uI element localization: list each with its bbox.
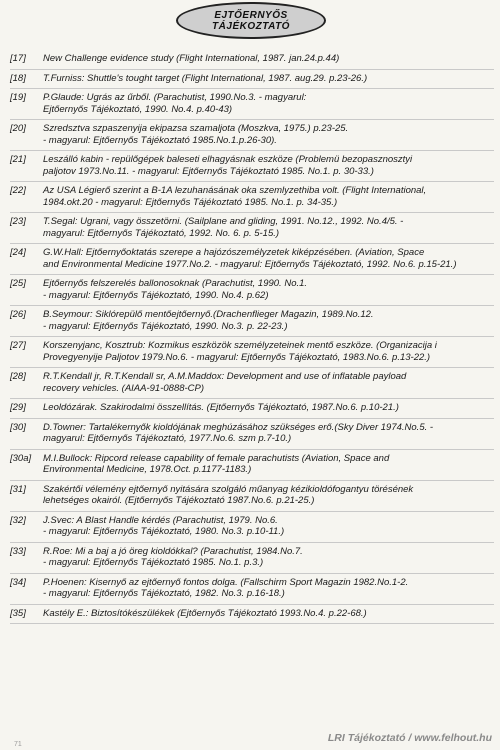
reference-item <box>10 151 494 182</box>
reference-item <box>10 543 494 574</box>
reference-item <box>10 70 494 90</box>
reference-text <box>43 453 389 476</box>
reference-line: T.Segal: Ugrani, vagy összetörni. (Sailplane and gliding, 1991. No.12., 1992. No.4/5. - <box>43 216 404 227</box>
reference-number: [26] <box>10 309 26 320</box>
reference-line: Environmental Medicine, 1978.Oct. p.1177-1183.) <box>43 464 252 475</box>
reference-number: [22] <box>10 185 26 196</box>
reference-item <box>10 512 494 543</box>
reference-text <box>43 216 403 239</box>
reference-text <box>43 123 348 146</box>
reference-item <box>10 368 494 399</box>
reference-text <box>43 422 433 445</box>
reference-number: [35] <box>10 607 26 619</box>
reference-line: paljotov 1973.No.11. - magyarul: Ejtőernyős Tájékoztató 1985. No.1. p. 30-33.) <box>43 165 374 177</box>
reference-line: G.W.Hall: Ejtőernyőoktatás szerepe a hajózószemélyzetek kiképzésében. (Aviation, Space <box>43 247 425 258</box>
reference-item <box>10 306 494 337</box>
reference-item <box>10 450 494 481</box>
reference-text <box>43 309 374 332</box>
reference-line: magyarul: Ejtőernyős Tájékoztató, 1992. No. 6. p. 5-15.) <box>43 227 280 239</box>
reference-number: [30] <box>10 421 26 433</box>
reference-number: [31] <box>10 483 26 495</box>
reference-text <box>43 247 456 270</box>
reference-line: - magyarul: Ejtőernyős Tájékoztató, 1982. No.3. p.16-18.) <box>43 588 285 599</box>
reference-item <box>10 481 494 512</box>
reference-line: Ejtőernyős felszerelés ballonosoknak (Parachutist, 1990. No.1. <box>43 278 308 289</box>
header-badge <box>176 2 326 39</box>
reference-number: [34] <box>10 576 26 588</box>
reference-line: R.Roe: Mi a baj a jó öreg kioldókkal? (Parachutist, 1984.No.7. <box>43 545 303 557</box>
reference-line: - magyarul: Ejtőernyős Tájékoztató, 1990. No.4. p.62) <box>43 289 269 301</box>
reference-line: B.Seymour: Siklórepülő mentőejtőernyő.(Drachenflieger Magazin, 1989.No.12. <box>43 309 374 320</box>
reference-line: Szredsztva szpaszenyija ekipazsa szamaljota (Moszkva, 1975.) p.23-25. <box>43 123 349 134</box>
reference-text <box>43 154 412 177</box>
reference-line: 1984.okt.20 - magyarul: Ejtőernyős Tájékoztató 1985. No.1. p. 34-35.) <box>43 196 338 208</box>
reference-line: - magyarul: Ejtőernyős Tájékoztató, 1990. No.3. p. 22-23.) <box>43 320 288 332</box>
reference-text <box>43 577 408 600</box>
reference-text <box>43 546 303 569</box>
reference-number: [30a] <box>10 452 32 464</box>
reference-line: R.T.Kendall jr, R.T.Kendall sr, A.M.Maddox: Development and use of inflatable payload <box>43 371 407 382</box>
header-line-2: TÁJÉKOZTATÓ <box>212 20 290 32</box>
reference-number: [29] <box>10 402 26 413</box>
reference-line: - magyarul: Ejtőernyős Tájékoztató, 1980. No.3. p.10-11.) <box>43 526 285 537</box>
footer-source: LRI Tájékoztató / www.felhout.hu <box>327 732 492 744</box>
reference-item <box>10 399 494 419</box>
reference-line: Leoldózárak. Szakirodalmi összellítás. (Ejtőernyős Tájékoztató, 1987.No.6. p.10-21.) <box>43 402 399 413</box>
reference-item <box>10 419 494 450</box>
header-line-1: EJTŐERNYŐS <box>214 9 288 21</box>
reference-line: P.Glaude: Ugrás az űrből. (Parachutist, 1990.No.3. - magyarul: <box>43 92 307 103</box>
reference-number: [25] <box>10 278 26 289</box>
reference-line: - magyarul: Ejtőernyős Tájékoztató 1985. No.1. p.3.) <box>43 557 264 568</box>
reference-line: P.Hoenen: Kisernyő az ejtőernyő fontos dolga. (Fallschirm Sport Magazin 1982.No.1-2. <box>43 576 409 588</box>
reference-number: [17] <box>10 53 26 64</box>
reference-item <box>10 120 494 151</box>
reference-number: [28] <box>10 371 26 382</box>
reference-line: Szakértői vélemény ejtőernyő nyitására szolgáló műanyag kézikioldófogantyu törésének <box>43 483 414 495</box>
reference-text <box>43 73 367 85</box>
reference-text <box>43 185 426 208</box>
reference-text <box>43 92 306 115</box>
reference-number: [19] <box>10 92 26 103</box>
reference-text <box>43 371 406 394</box>
reference-line: New Challenge evidence study (Flight International, 1987. jan.24.p.44) <box>43 53 340 64</box>
reference-text <box>43 340 437 363</box>
reference-list <box>10 50 494 624</box>
reference-number: [18] <box>10 72 26 84</box>
reference-item <box>10 213 494 244</box>
reference-text <box>43 608 367 620</box>
reference-text <box>43 484 413 507</box>
reference-line: - magyarul: Ejtőernyős Tájékoztató 1985.No.1.p.26-30). <box>43 134 277 146</box>
reference-number: [32] <box>10 514 26 526</box>
reference-line: J.Svec: A Blast Handle kérdés (Parachutist, 1979. No.6. <box>43 514 278 526</box>
reference-line: D.Towner: Tartalékernyők kioldójának meghúzásához szükséges erő.(Sky Diver 1974.No.5. - <box>43 421 434 433</box>
reference-line: Kastély E.: Biztosítókészülékek (Ejtőernyős Tájékoztató 1993.No.4. p.22-68.) <box>43 607 367 619</box>
reference-number: [20] <box>10 123 26 134</box>
reference-line: lehetséges okairól. (Ejtőernyős Tájékoztató 1987.No.6. p.21-25.) <box>43 495 315 506</box>
reference-item <box>10 574 494 605</box>
reference-line: recovery vehicles. (AIAA-91-0888-CP) <box>43 382 205 394</box>
reference-text <box>43 402 399 414</box>
reference-line: T.Furniss: Shuttle's tought target (Flight International, 1987. aug.29. p.23-26.) <box>43 72 368 84</box>
reference-item <box>10 50 494 70</box>
reference-item <box>10 182 494 213</box>
reference-line: magyarul: Ejtőernyős Tájékoztató, 1977.No.6. szm p.7-10.) <box>43 433 292 444</box>
page-mark: 71 <box>14 741 22 748</box>
reference-item <box>10 244 494 275</box>
reference-number: [21] <box>10 154 26 165</box>
reference-line: and Environmental Medicine 1977.No.2. - magyarul: Ejtőernyős Tájékoztató, 1992. No.6. p.15-21.) <box>43 258 457 270</box>
reference-number: [23] <box>10 216 26 227</box>
reference-number: [24] <box>10 247 26 258</box>
reference-item <box>10 89 494 120</box>
reference-line: Leszálló kabin - repülőgépek baleseti elhagyásnak eszköze (Problemü bezopasznosztyi <box>43 154 413 165</box>
reference-line: Korszenyjanc, Kosztrub: Kozmikus eszközök személyzeteinek mentő eszköze. (Organizacija i <box>43 340 437 351</box>
reference-line: M.I.Bullock: Ripcord release capability of female parachutists (Aviation, Space and <box>43 452 390 464</box>
reference-line: Az USA Légierő szerint a B-1A lezuhanásának oka szemlyzethiba volt. (Flight International, <box>43 185 427 196</box>
reference-item <box>10 605 494 625</box>
reference-line: Provegyenyije Paljotov 1979.No.6. - magyarul: Ejtőernyős Tájékoztató, 1983.No.6. p.13-22.) <box>43 351 431 363</box>
reference-item <box>10 337 494 368</box>
reference-number: [27] <box>10 340 26 351</box>
reference-line: Ejtőernyős Tájékoztató, 1990. No.4. p.40-43) <box>43 103 233 115</box>
reference-item <box>10 275 494 306</box>
reference-number: [33] <box>10 545 26 557</box>
reference-text <box>43 53 339 65</box>
reference-text <box>43 515 284 538</box>
reference-text <box>43 278 307 301</box>
